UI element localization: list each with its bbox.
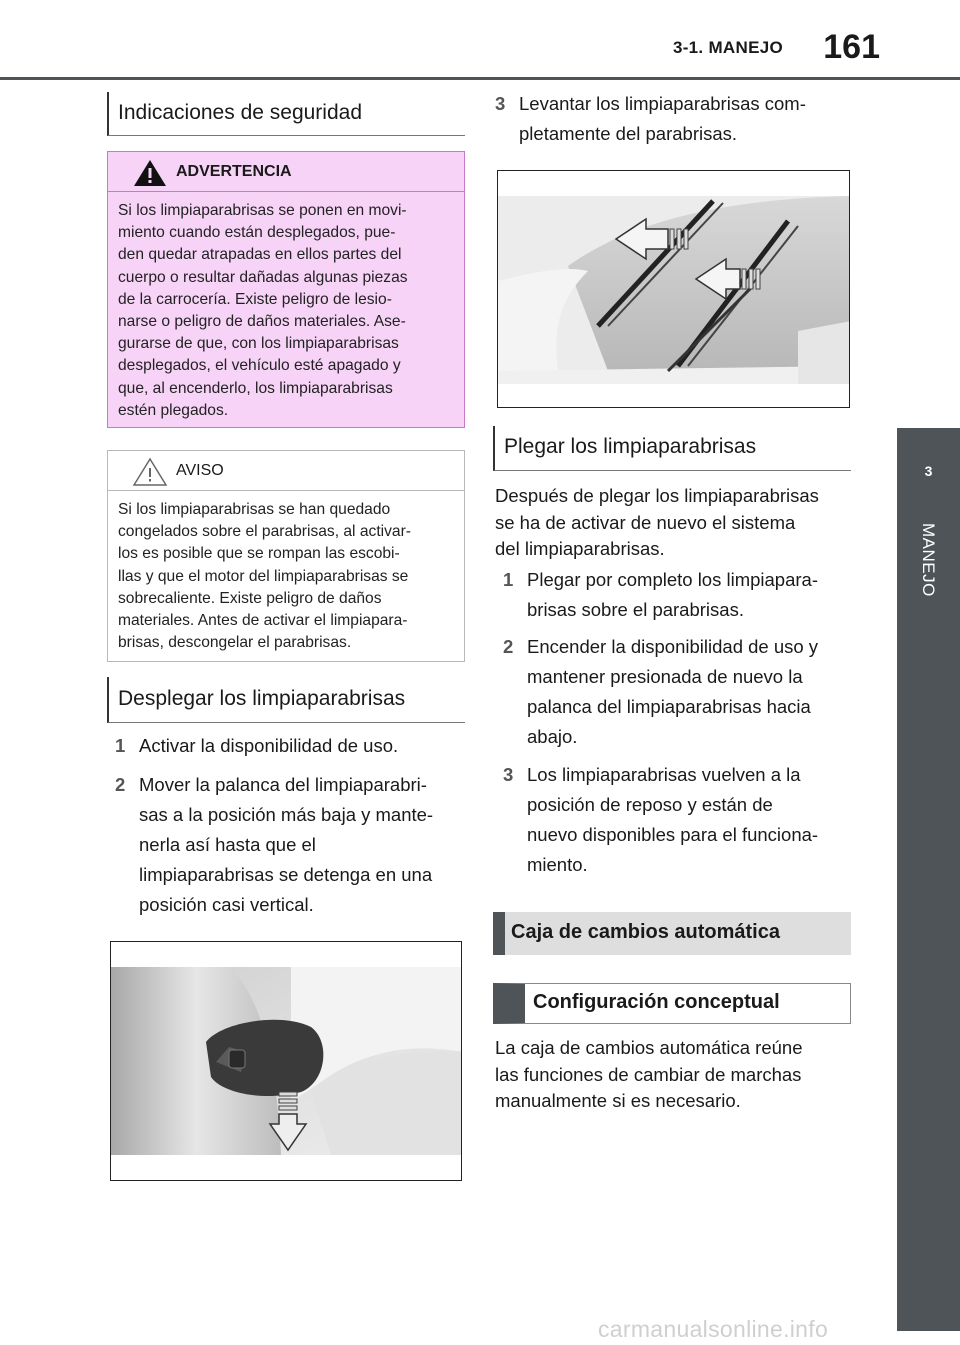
header-rule bbox=[0, 77, 960, 80]
heading-gearbox: Caja de cambios automática bbox=[493, 912, 851, 955]
windshield-wipers-illustration bbox=[498, 171, 850, 408]
deploy-step-1: 1 Activar la disponibilidad de uso. bbox=[115, 735, 399, 756]
notice-header bbox=[108, 451, 464, 491]
figure-windshield-wipers bbox=[497, 170, 850, 408]
fold-step-2: 2 Encender la disponibilidad de uso y mantener presionada de nuevo la palanca del limpiaparabrisas hacia abajo. bbox=[503, 636, 819, 747]
caution-triangle-outline-icon bbox=[133, 457, 167, 487]
running-header-section: 3-1. MANEJO bbox=[672, 38, 783, 57]
warning-triangle-icon bbox=[133, 158, 167, 188]
section-title-fold: Plegar los limpiaparabrisas bbox=[493, 426, 851, 471]
deploy-step-3: 3 Levantar los limpiaparabrisas com- pletamente del parabrisas. bbox=[495, 93, 806, 144]
warning-box bbox=[107, 151, 465, 428]
watermark: carmanualsonline.info bbox=[598, 1316, 829, 1342]
chapter-tab-label-bar bbox=[897, 511, 960, 1331]
notice-text: Si los limpiaparabrisas se han quedado congelados sobre el parabrisas, al activar- los es posible que se rompan las escobi- llas y que el motor del limpiaparabrisas se sobrecaliente. Existe peligro de daños materiales. Antes de activar el limpiapara- brisas, descongelar el parabrisas. bbox=[118, 501, 411, 652]
warning-header bbox=[108, 152, 464, 192]
figure-wiper-lever bbox=[110, 941, 462, 1181]
fold-step-1: 1 Plegar por completo los limpiapara- brisas sobre el parabrisas. bbox=[503, 569, 818, 620]
fold-intro-paragraph: Después de plegar los limpiaparabrisas se ha de activar de nuevo el sistema del limpiaparabrisas. bbox=[495, 485, 819, 559]
notice-label: AVISO bbox=[176, 461, 224, 479]
heading-concept: Configuración conceptual bbox=[493, 983, 851, 1024]
section-title-safety: Indicaciones de seguridad bbox=[107, 92, 465, 136]
concept-paragraph: La caja de cambios automática reúne las funciones de cambiar de marchas manualmente si es necesario. bbox=[495, 1037, 803, 1111]
warning-text: Si los limpiaparabrisas se ponen en movi- miento cuando están desplegados, pue- den quedar atrapadas en ellos partes del cuerpo o resultar dañadas algunas piezas de la carrocería. Existe peligro de lesio- narse o peligro de daños materiales. Ase- gurarse de que, con los limpiaparabrisas desplegados, el vehículo esté apagado y que, al encenderlo, los limpiaparabrisas estén plegados. bbox=[118, 202, 408, 419]
deploy-step-2: 2 Mover la palanca del limpiaparabri- sas a la posición más baja y mante- nerla así hasta que el limpiaparabrisas se detenga en una posición casi vertical. bbox=[115, 774, 434, 915]
chapter-tab-number: 3 bbox=[897, 428, 960, 511]
section-title-deploy: Desplegar los limpiaparabrisas bbox=[107, 677, 465, 723]
fold-step-3: 3 Los limpiaparabrisas vuelven a la posición de reposo y están de nuevo disponibles para el funciona- miento. bbox=[503, 764, 819, 875]
wiper-lever-illustration bbox=[111, 942, 462, 1181]
chapter-tab-label: MANEJO bbox=[919, 523, 938, 597]
notice-box bbox=[107, 450, 465, 662]
page-number: 161 bbox=[823, 28, 880, 66]
warning-label: ADVERTENCIA bbox=[176, 162, 292, 180]
